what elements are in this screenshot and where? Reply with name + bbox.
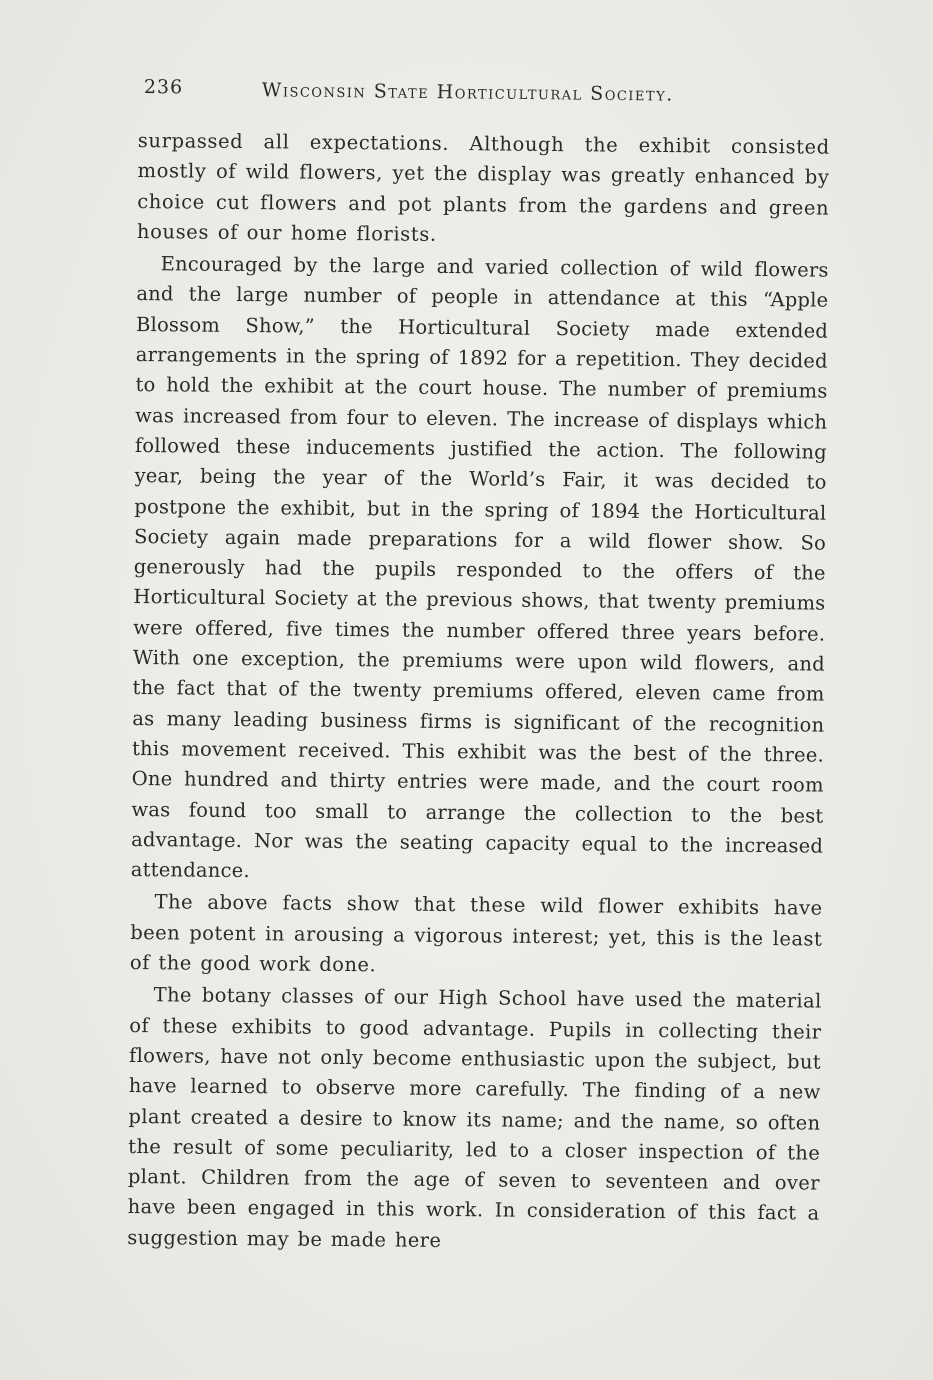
paragraph-continued: surpassed all expectations. Although the exhibit consisted mostly of wild flowers, yet the display was greatly enhanced by choice cut flowers and pot plants from the gardens and green houses of our home florists. — [136, 128, 830, 246]
paragraph-botany-classes: The botany classes of our High School have used the material of these exhibits to good advantage. Pupils in collecting their flowers, have not only become enthusiastic upon the subject, but have learned to observe more carefully. The finding of a new plant created a desire to know its name; and the name, so often the result of some peculiarity, led to a closer inspection of the plant. Children from the age of seven to seventeen and over have been engaged in this work. In consideration of this fact a suggestion may be made here — [127, 983, 822, 1252]
page-header — [144, 76, 734, 112]
running-title: Wisconsin State Horticultural Society. — [261, 79, 674, 106]
paragraph-exhibit-history: Encouraged by the large and varied collection of wild flowers and the large number of people in attendance at this “Apple Blossom Show,” the Horticultural Society made extended arrangements in the spring of 1892 for a repetition. They decided to hold the exhibit at the court house. The number of premiums was increased from four to eleven. The increase of displays which followed these inducements justified the action. The following year, being the year of the World’s Fair, it was decided to postpone the exhibit, but in the spring of 1894 the Horticultural Society again made preparations for a wild flower show. So generously had the pupils responded to the offers of the Horticultural Society at the previous shows, that twenty premiums were offered, five times the number offered three years before. With one exception, the premiums were upon wild flowers, and the fact that of the twenty premiums offered, eleven came from as many leading business firms is significant of the recognition this movement received. This exhibit was the best of the three. One hundred and thirty entries were made, and the court room was found too small to arrange the collection to the best advantage. Nor was the seating capacity equal to the increased attendance. — [130, 252, 829, 883]
page-number: 236 — [143, 76, 184, 99]
body-text — [127, 126, 830, 1262]
paragraph-facts-summary: The above facts show that these wild flower exhibits have been potent in arousing a vigorous interest; yet, this is the least of the good work done. — [129, 890, 823, 977]
